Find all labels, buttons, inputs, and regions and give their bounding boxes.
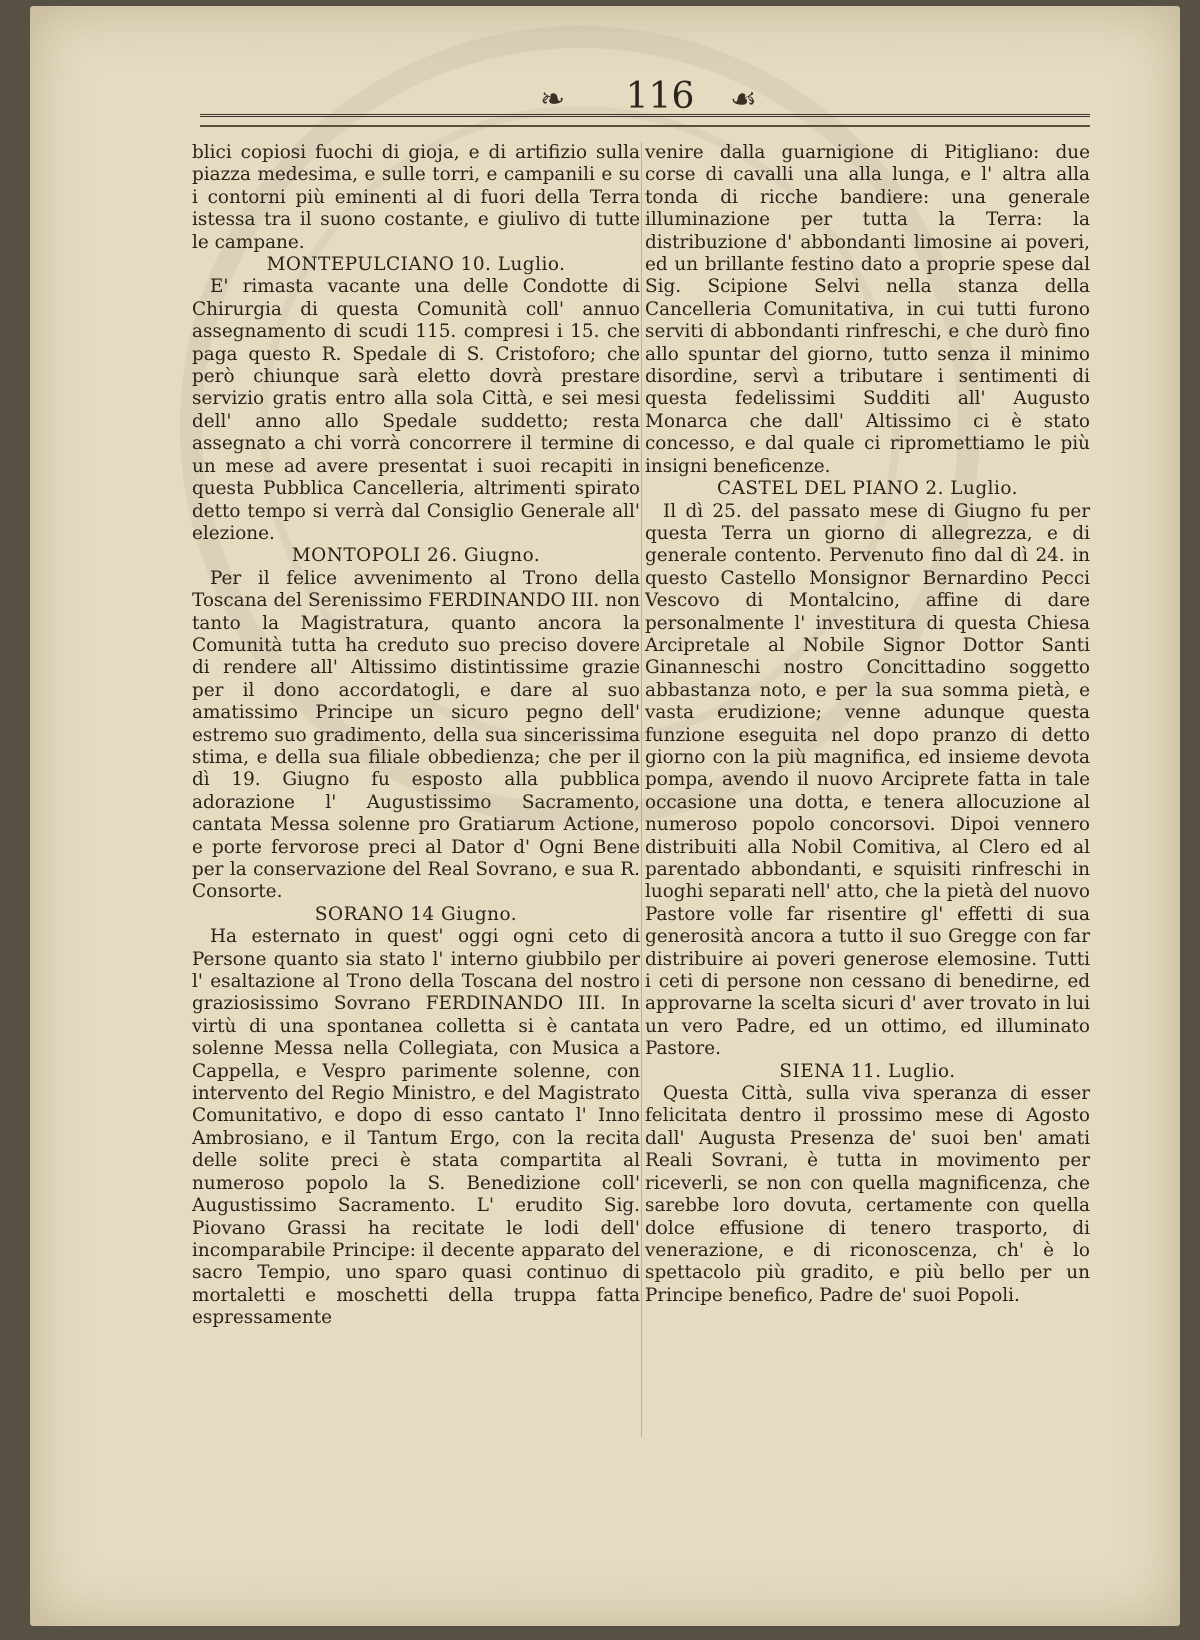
paragraph: Ha esternato in quest' oggi ogni ceto di Persone quanto sia stato l' interno giubbilo per l' esaltazione al Trono della Toscana del nostro graziosissimo Sovrano FERDINANDO III. In virtù di una spontanea colletta si è cantata solenne Messa nella Collegiata, con Musica a Cappella, e Vespro parimente solenne, con intervento del Regio Ministro, e del Magistrato Comunitativo, e dopo di esso cantato l' Inno Ambrosiano, e il Tantum Ergo, con la recita delle solite preci è stata compartita al numeroso popolo la S. Benedizione coll' Augustissimo Sacramento. L' erudito Sig. Piovano Grassi ha recitate le lodi dell' incomparabile Principe: il decente apparato del sacro Tempio, uno sparo quasi continuo di mortaletti e moschetti della truppa fatta espressamente [192,926,640,1329]
paragraph: Il dì 25. del passato mese di Giugno fu per questa Terra un giorno di allegrezza, e di generale contento. Pervenuto fino dal dì 24. in questo Castello Monsignor Bernardino Pecci Vescovo di Montalcino, affine di dare personalmente l' investitura di questa Chiesa Arcipretale al Nobile Signor Dottor Santi Ginanneschi nostro Concittadino soggetto abbastanza noto, e per la sua somma pietà, e vasta erudizione; venne adunque questa funzione eseguita nel dopo pranzo di detto giorno con la più magnifica, ed insieme devota pompa, avendo il nuovo Arciprete fatta in tale occasione una dotta, e tenera allocuzione al numeroso popolo concorsovi. Dipoi vennero distribuiti alla Nobil Comitiva, al Clero ed al parentado abbondanti, e squisiti rinfreschi in luoghi separati nell' atto, che la pietà del nuovo Pastore volle far risentire gl' effetti di sua generosità ancora a tutto il suo Gregge con far distribuire ai poveri generose elemosine. Tutti i ceti di persone non cessano di benedirne, ed approvarne la scelta sicuri d' aver trovato in lui un vero Padre, ed un ottimo, ed illuminato Pastore. [645,500,1090,1060]
ornament-left-icon: ❧ [540,82,566,117]
header-rule [200,114,1090,127]
column-divider [641,142,642,1437]
ornament-right-icon: ☙ [730,82,757,117]
dateline-heading: SORANO 14 Giugno. [314,903,518,925]
dateline-heading: MONTEPULCIANO 10. Luglio. [266,254,566,276]
paragraph: Questa Città, sulla viva speranza di esser felicitata dentro il prossimo mese di Agosto dall' Augusta Presenza de' suoi ben' amati Reali Sovrani, è tutta in movimento per riceverli, se non con quella magnificenza, che sarebbe loro dovuta, certamente con quella dolce effusione di tenero trasporto, di venerazione, e di riconoscenza, ch' è lo spettacolo più gradito, e più bello per un Principe benefico, Padre de' suoi Popoli. [645,1083,1090,1306]
newspaper-page [30,6,1180,1626]
right-column [645,142,1090,1307]
paragraph: venire dalla guarnigione di Pitigliano: due corse di cavalli una alla lunga, e l' altra alla tonda di ricche bandiere: una generale illuminazione per tutta la Terra: la distribuzione d' abbondanti limosine ai poveri, ed un brillante festino dato a proprie spese dal Sig. Scipione Selvi nella stanza della Cancelleria Comunitativa, in cui tutti furono serviti di abbondanti rinfreschi, e che durò fino allo spuntar del giorno, tutto senza il minimo disordine, servì a tributare i sentimenti di questa fedelissimi Sudditi all' Augusto Monarca che dall' Altissimo ci è stato concesso, e dal quale ci ripromettiamo le più insigni beneficenze. [645,142,1090,477]
paragraph: Per il felice avvenimento al Trono della Toscana del Serenissimo FERDINANDO III. non tanto la Magistratura, quanto ancora la Comunità tutta ha creduto suo preciso dovere di rendere all' Altissimo distintissime grazie per il dono accordatogli, e dare al suo amatissimo Principe un sicuro pegno dell' estremo suo gradimento, della sua sincerissima stima, e della sua filiale obbedienza; che per il dì 19. Giugno fu esposto alla pubblica adorazione l' Augustissimo Sacramento, cantata Messa solenne pro Gratiarum Actione, e porte fervorose preci al Dator d' Ogni Bene per la conservazione del Real Sovrano, e sua R. Consorte. [192,567,640,903]
dateline-heading: CASTEL DEL PIANO 2. Luglio. [717,478,1018,500]
left-column [192,142,640,1330]
page-number: 116 [625,76,695,117]
paragraph: E' rimasta vacante una delle Condotte di Chirurgia di questa Comunità coll' annuo assegnamento di scudi 115. compresi i 15. che paga questo R. Spedale di S. Cristoforo; che però chiunque sarà eletto dovrà prestare servizio gratis entro alla sola Città, e sei mesi dell' anno allo Spedale suddetto; resta assegnato a chi vorrà concorrere il termine di un mese ad avere presentat i suoi recapiti in questa Pubblica Cancelleria, altrimenti spirato detto tempo si verrà dal Consiglio Generale all' elezione. [192,276,640,544]
dateline-heading: SIENA 11. Luglio. [779,1060,956,1082]
paragraph: blici copiosi fuochi di gioja, e di artifizio sulla piazza medesima, e sulle torri, e campanili e su i contorni più eminenti al di fuori della Terra istessa tra il suono costante, e giulivo di tutte le campane. [192,142,640,253]
dateline-heading: MONTOPOLI 26. Giugno. [291,545,541,567]
